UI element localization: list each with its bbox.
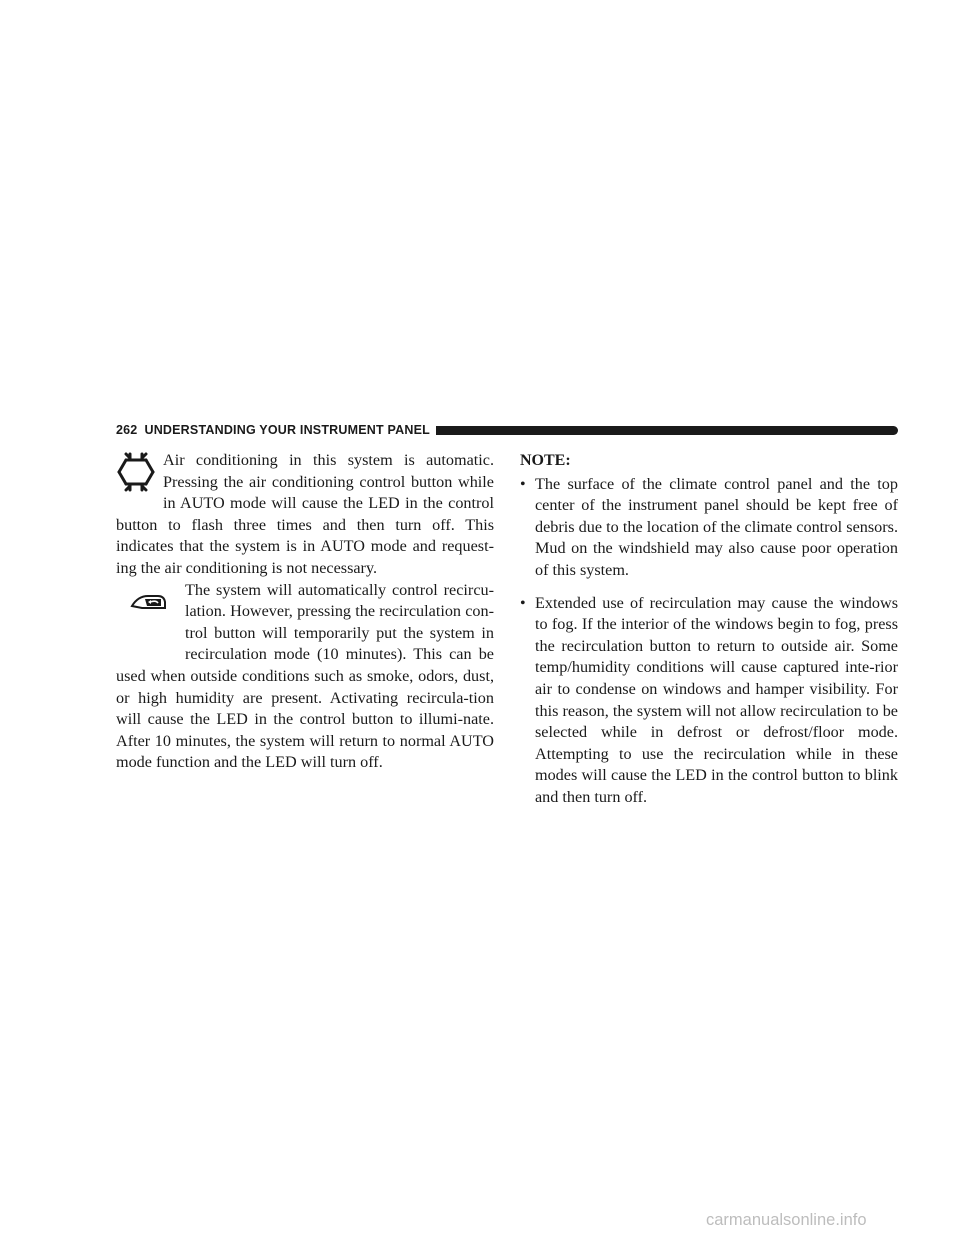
- page-number: 262: [116, 423, 138, 437]
- ac-line-3: in AUTO mode will cause the LED in the control: [163, 494, 494, 513]
- note-heading: NOTE:: [520, 452, 571, 469]
- note-bullet-1: [520, 474, 898, 582]
- recirc-line-4: recirculation mode (10 minutes). This can be: [185, 645, 494, 664]
- left-column: [116, 450, 494, 774]
- note-bullet-1-text: The surface of the climate control panel and the top center of the instrument panel should be kept free of debris due to the location of the climate control sensors. Mud on the windshield may also cause poor operation of this system.: [535, 474, 898, 579]
- bullet-symbol: •: [520, 475, 526, 493]
- ac-line-1: Air conditioning in this system is automatic.: [163, 451, 494, 469]
- recirc-line-3: trol button will temporarily put the system in: [185, 623, 494, 642]
- page-header: [116, 421, 898, 439]
- note-bullet-2: [520, 593, 898, 809]
- snowflake-ac-icon: [116, 452, 156, 492]
- watermark: carmanualsonline.info: [706, 1211, 867, 1229]
- ac-paragraph-rest: button to flash three times and then turn off. This indicates that the system is in AUTO mode and request-ing the air conditioning is not necessary.: [116, 515, 494, 577]
- recirc-line-1: The system will automatically control recircu-: [185, 580, 494, 599]
- header-rule: [436, 426, 898, 435]
- section-title: UNDERSTANDING YOUR INSTRUMENT PANEL: [144, 423, 430, 437]
- bullet-symbol: •: [520, 594, 526, 612]
- note-bullet-2-text: Extended use of recirculation may cause the windows to fog. If the interior of the windows begin to fog, press the recirculation button to return to outside air. Some temp/humidity conditions will cause captured inte-rior air to condense on windows and hamper visibility. For this reason, the system will not allow recirculation to be selected while in defrost or defrost/floor mode. Attempting to use the recirculation while in these modes will cause the LED in the control button to blink and then turn off.: [535, 593, 898, 806]
- recirc-paragraph-rest: used when outside conditions such as smoke, odors, dust, or high humidity are present. Activating recircula-tion will cause the LED in the control button to illumi-nate. After 10 minutes, the system will return to normal AUTO mode function and the LED will turn off.: [116, 666, 494, 772]
- ac-line-2: Pressing the air conditioning control button while: [163, 472, 494, 491]
- right-column: [520, 450, 898, 820]
- recirc-line-2: lation. However, pressing the recirculation con-: [185, 602, 494, 621]
- recirculation-car-icon: [128, 590, 168, 614]
